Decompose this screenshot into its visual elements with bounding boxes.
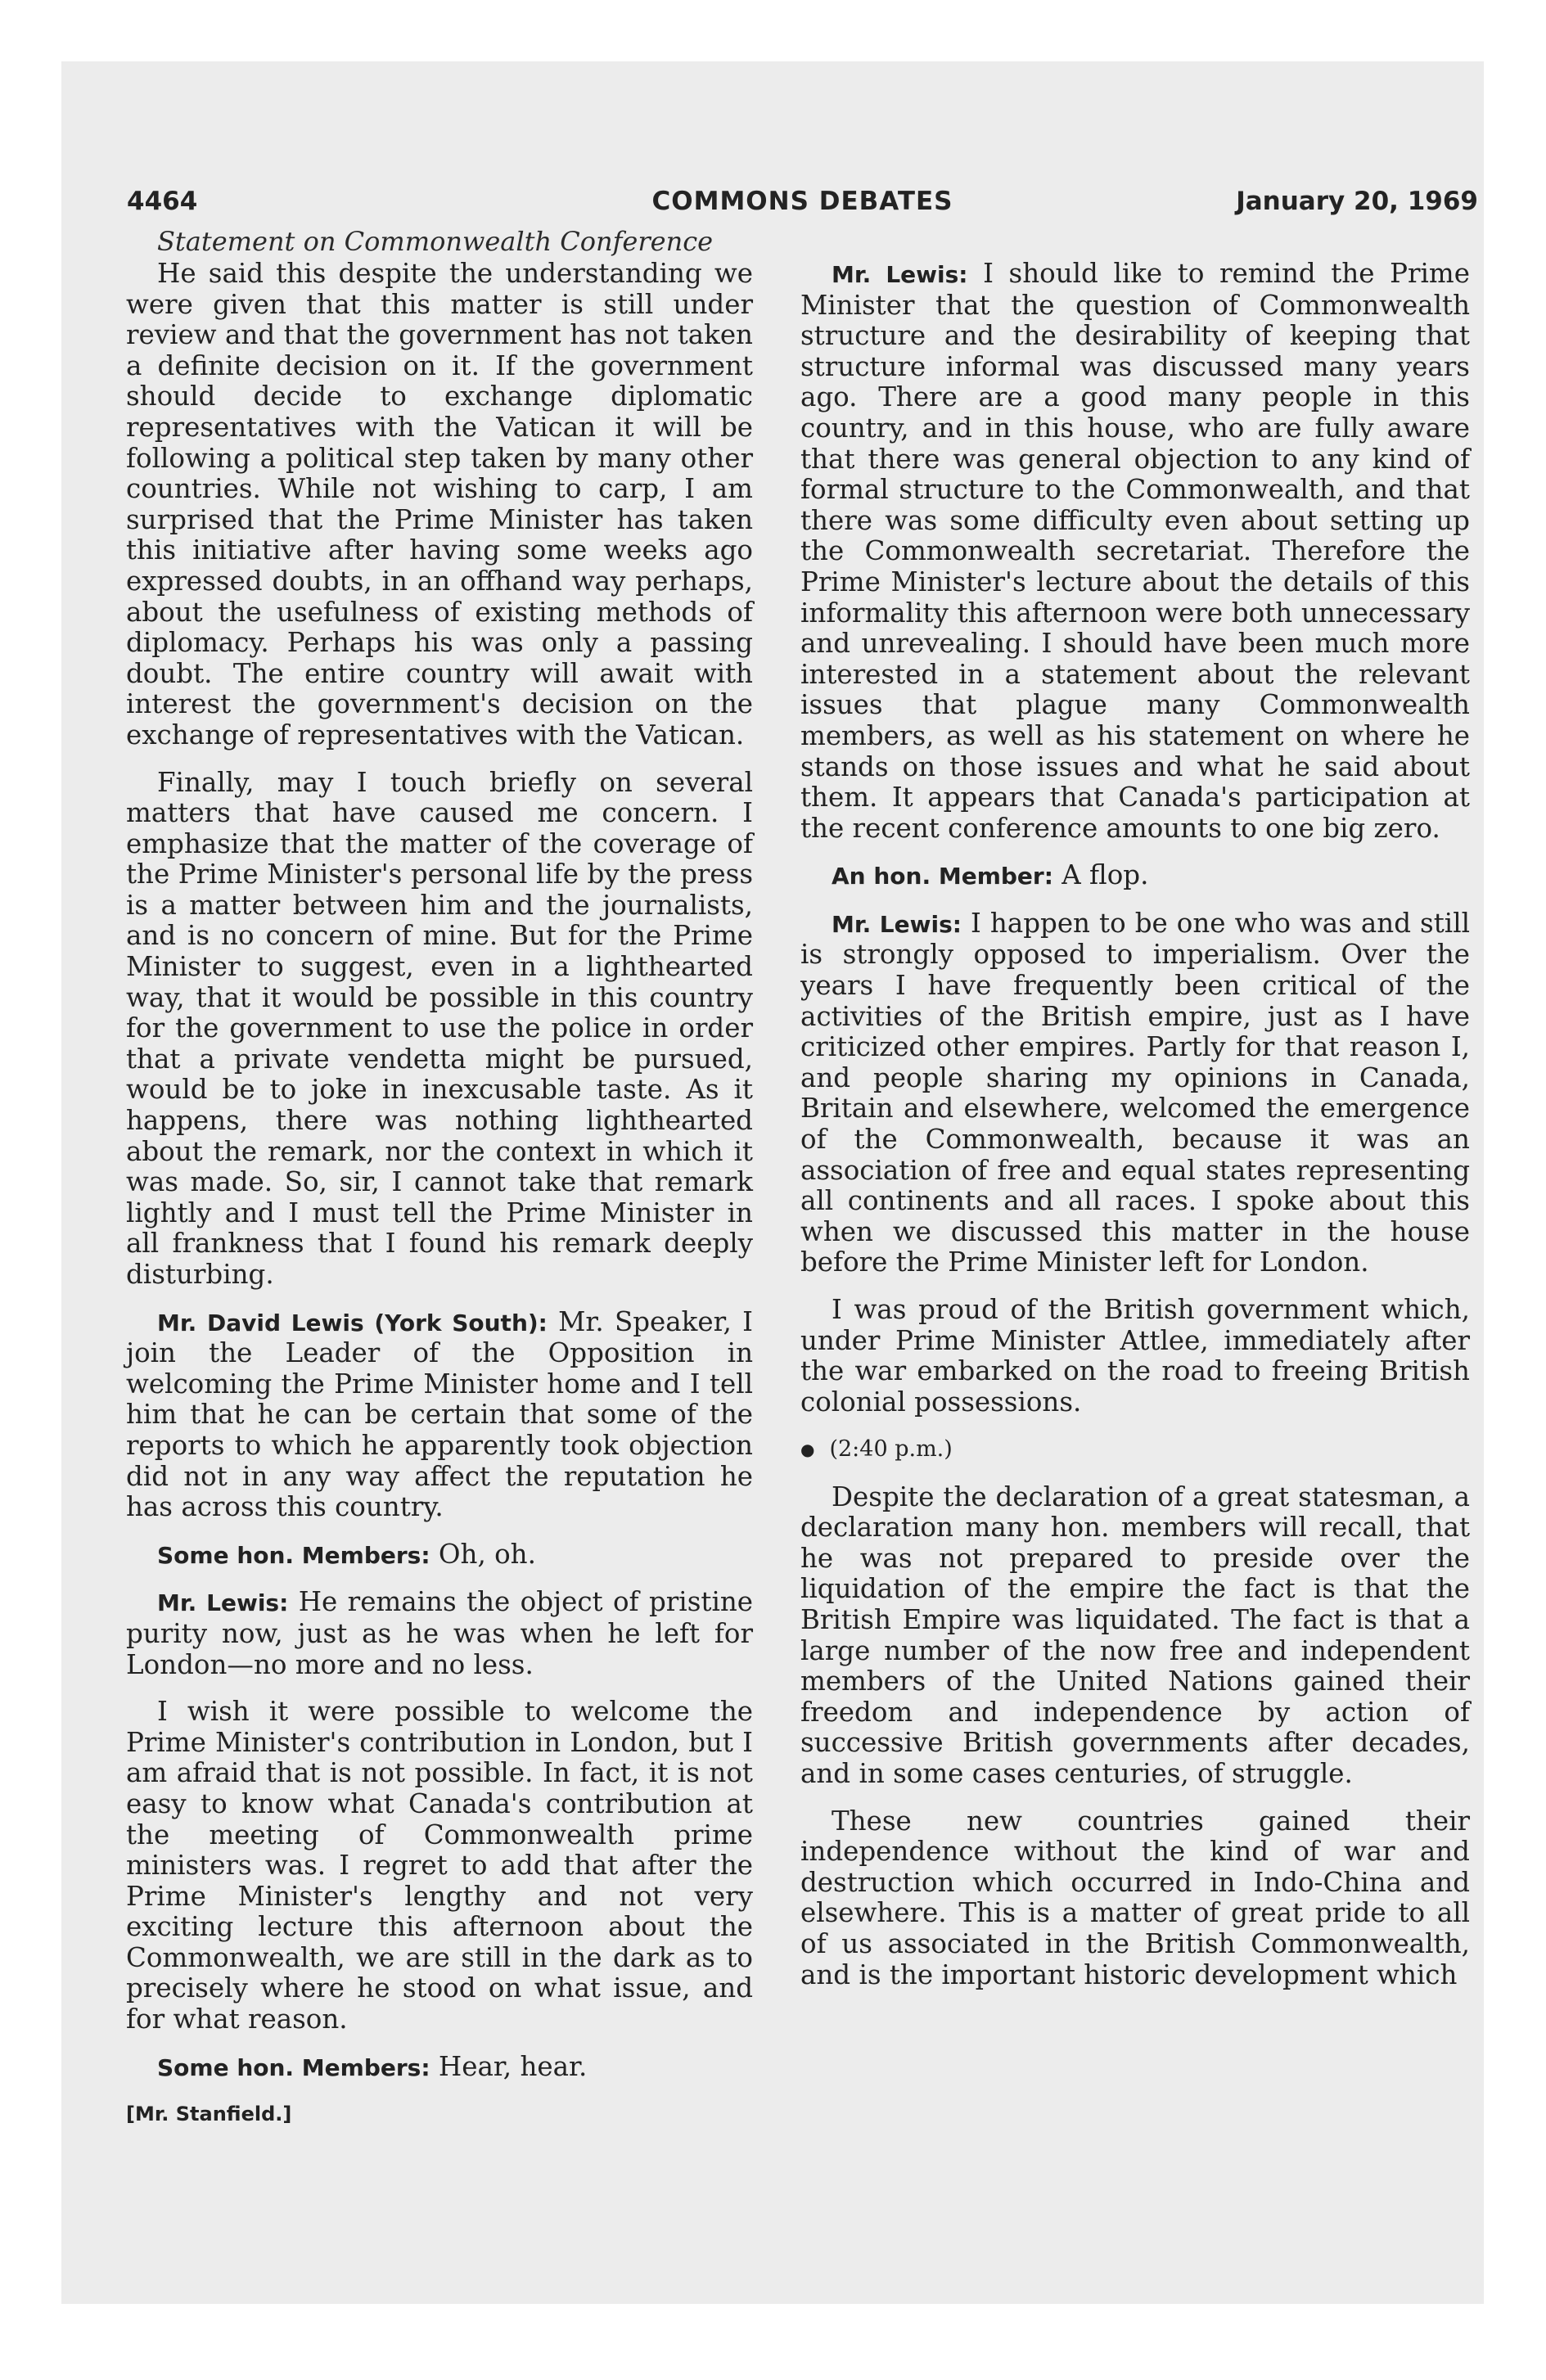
speech-text: A flop.	[1052, 859, 1149, 891]
speech-text: I should like to remind the Prime Minister that the question of Commonwealth structure and the desirability of keeping that structure informal was discussed many years ago. There are a good many people in this country, and in this house, who are fully aware that there was general objection to any kind of formal structure to the Commonwealth, and that there was some difficulty even about setting up the Commonwealth secretariat. Therefore the Prime Minister's lecture about the details of this informality this afternoon were both unnecessary and unrevealing. I should have been much more interested in a statement about the relevant issues that plague many Commonwealth members, as well as his statement on where he stands on those issues and what he said about them. It appears that Canada's participation at the recent conference amounts to one big zero.	[800, 258, 1470, 844]
speech-text: He remains the object of pristine purity now, just as he was when he left for London—no more and no less.	[126, 1586, 753, 1680]
speech-paragraph	[800, 259, 1470, 844]
speech-text: Oh, oh.	[430, 1538, 536, 1570]
speech-paragraph	[126, 2052, 753, 2084]
speech-text: I happen to be one who was and still is strongly opposed to imperialism. Over the years I have frequently been critical of the activities of the British empire, just as I have criticized other empires. Partly for that reason I, and people sharing my opinions in Canada, Britain and elsewhere, welcomed the emergence of the Commonwealth, because it was an association of free and equal states representing all continents and all races. I spoke about this when we discussed this matter in the house before the Prime Minister left for London.	[800, 907, 1470, 1278]
right-column	[800, 259, 1470, 2007]
speaker-name: Mr. Lewis:	[832, 910, 962, 938]
paragraph: Finally, may I touch briefly on several matters that have caused me concern. I emphasize that the matter of the coverage of the Prime Minister's personal life by the press is a matter between him and the journalists, and is no concern of mine. But for the Prime Minister to suggest, even in a lighthearted way, that it would be possible in this country for the government to use the police in order that a private vendetta might be pursued, would be to joke in inexcusable taste. As it happens, there was nothing lighthearted about the remark, nor the context in which it was made. So, sir, I cannot take that remark lightly and I must tell the Prime Minister in all frankness that I found his remark deeply disturbing.	[126, 766, 753, 1290]
bullet-icon: ●	[800, 1440, 815, 1460]
speech-paragraph	[126, 1587, 753, 1680]
speaker-bracket-note: [Mr. Stanfield.]	[126, 2103, 292, 2126]
speech-paragraph	[126, 1539, 753, 1571]
speech-paragraph	[800, 860, 1470, 892]
speaker-name: Some hon. Members:	[157, 1541, 430, 1569]
speaker-name: Mr. Lewis:	[157, 1589, 289, 1617]
paragraph: These new countries gained their independence without the kind of war and destruction which occurred in Indo-China and elsewhere. This is a matter of great pride to all of us associated in the British Commonwealth, and is the important historic development which	[800, 1805, 1470, 1990]
speech-text: Mr. Speaker, I join the Leader of the Opposition in welcoming the Prime Minister home and I tell him that he can be certain that some of the reports to which he apparently took objection did not in any way affect the reputation he has across this country.	[126, 1305, 753, 1523]
speaker-name: An hon. Member:	[832, 863, 1053, 890]
speech-paragraph	[126, 1307, 753, 1523]
section-title: Statement on Commonwealth Conference	[157, 226, 714, 257]
speech-paragraph	[800, 908, 1470, 1278]
page-header	[127, 187, 1478, 228]
issue-date: January 20, 1969	[1236, 187, 1478, 216]
speaker-name: Mr. David Lewis (York South):	[157, 1309, 548, 1336]
speaker-name: Mr. Lewis:	[832, 261, 968, 288]
speech-text: Hear, hear.	[430, 2050, 588, 2082]
paragraph: He said this despite the understanding we were given that this matter is still under review and that the government has not taken a definite decision on it. If the government should decide to exchange diplomatic representatives with the Vatican it will be following a political step taken by many other countries. While not wishing to carp, I am surprised that the Prime Minister has taken this initiative after having some weeks ago expressed doubts, in an offhand way perhaps, about the usefulness of existing methods of diplomacy. Perhaps his was only a passing doubt. The entire country will await with interest the government's decision on the exchange of representatives with the Vatican.	[126, 258, 753, 751]
time-marker-text: (2:40 p.m.)	[829, 1436, 953, 1463]
paragraph: I was proud of the British government which, under Prime Minister Attlee, immediately after the war embarked on the road to freeing British colonial possessions.	[800, 1294, 1470, 1418]
left-column	[126, 259, 753, 2130]
paragraph: Despite the declaration of a great statesman, a declaration many hon. members will recall, that he was not prepared to preside over the liquidation of the empire the fact is that the British Empire was liquidated. The fact is that a large number of the now free and independent members of the United Nations gained their freedom and independence by action of successive British governments after decades, and in some cases centuries, of struggle.	[800, 1481, 1470, 1790]
speaker-name: Some hon. Members:	[157, 2053, 430, 2081]
time-marker	[800, 1434, 1470, 1465]
page-number: 4464	[127, 187, 198, 216]
paragraph: I wish it were possible to welcome the Prime Minister's contribution in London, but I am afraid that is not possible. In fact, it is not easy to know what Canada's contribution at the meeting of Commonwealth prime ministers was. I regret to add that after the Prime Minister's lengthy and not very exciting lecture this afternoon about the Commonwealth, we are still in the dark as to precisely where he stood on what issue, and for what reason.	[126, 1696, 753, 2035]
publication-title: COMMONS DEBATES	[651, 187, 953, 216]
